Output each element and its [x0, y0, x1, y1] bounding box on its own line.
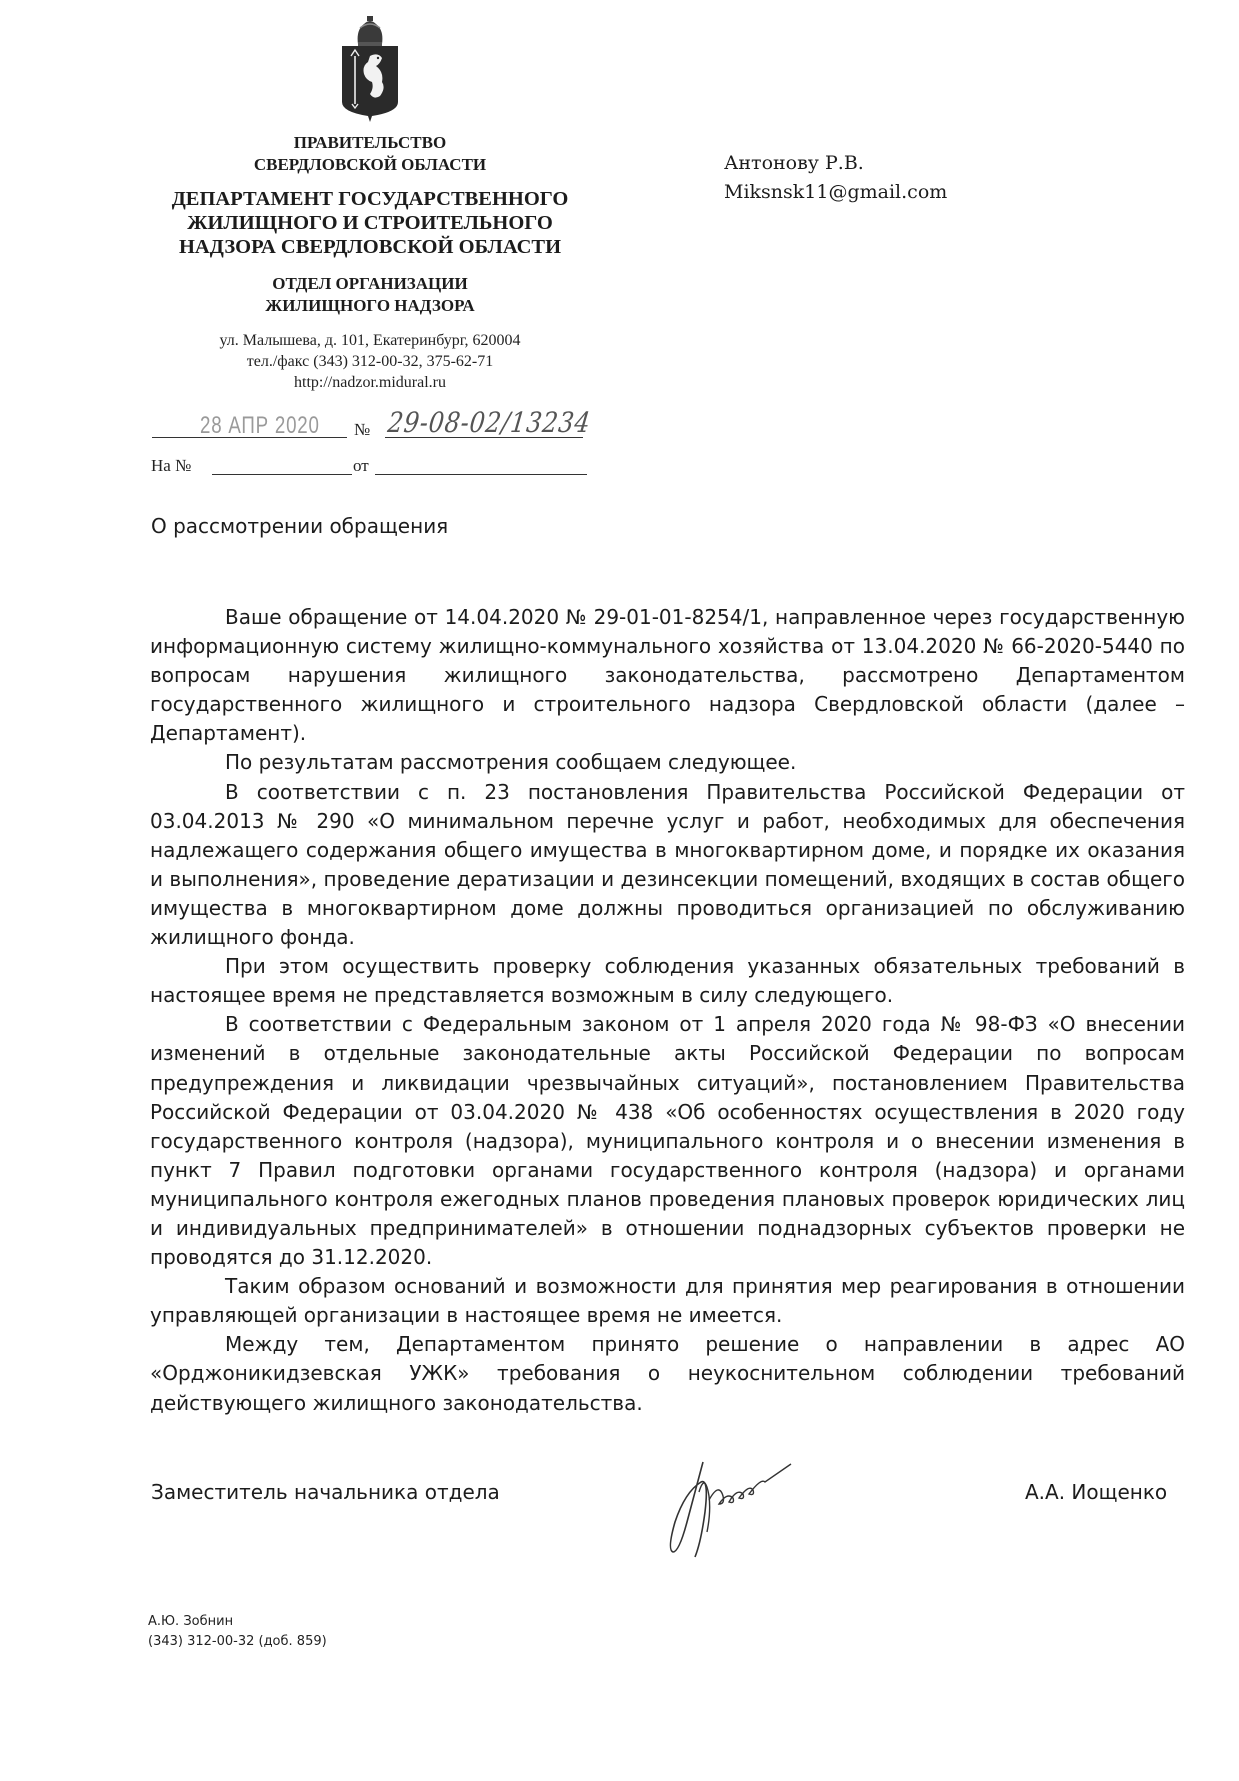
department-title	[150, 187, 590, 259]
reply-date-label: от	[353, 456, 369, 475]
executor-info	[148, 1612, 327, 1652]
reply-date-underline	[375, 474, 587, 475]
division-line-1: ОТДЕЛ ОРГАНИЗАЦИИ	[272, 274, 468, 293]
recipient-block	[724, 149, 947, 207]
website-link[interactable]: http://nadzor.midural.ru	[294, 374, 446, 391]
paragraph: В соответствии с Федеральным законом от 1 апреля 2020 года № 98-ФЗ «О внесении изменений в отдельные законодательные акты Российской Федерации по вопросам предупреждения и ликвидации чрезвычайных ситуаций», постановлением Правительства Российской Федерации от 03.04.2020 № 438 «Об особенностях осуществления в 2020 году государственного контроля (надзора), муниципального контроля и о внесении изменения в пункт 7 Правил подготовки органами государственного контроля (надзора) и органами муниципального контроля ежегодных планов проведения плановых проверок юридических лиц и индивидуальных предпринимателей» в отношении поднадзорных субъектов проверки не проводятся до 31.12.2020.	[150, 1012, 1185, 1270]
department-line-2: ЖИЛИЩНОГО И СТРОИТЕЛЬНОГО	[187, 212, 553, 234]
date-stamp: 28 АПР 2020	[200, 412, 320, 439]
recipient-email[interactable]: Miksnsk11@gmail.com	[724, 181, 948, 203]
paragraph: В соответствии с п. 23 постановления Правительства Российской Федерации от 03.04.2013 № 290 «О минимальном перечне услуг и работ, необходимых для обеспечения надлежащего содержания общего имущества в многоквартирном доме, и порядке их оказания и выполнения», проведение дератизации и дезинсекции помещений, входящих в состав общего имущества в многоквартирном доме должны проводиться организацией по обслуживанию жилищного фонда.	[150, 779, 1185, 950]
paragraph: Ваше обращение от 14.04.2020 № 29-01-01-8254/1, направленное через государственную информационную систему жилищно-коммунального хозяйства от 13.04.2020 № 66-2020-5440 по вопросам нарушения жилищного законодательства, рассмотрено Департаментом государственного жилищного и строительного надзора Свердловской области (далее – Департамент).	[150, 605, 1185, 746]
signatory-position: Заместитель начальника отдела	[151, 1480, 500, 1504]
coat-of-arms-icon	[338, 16, 402, 122]
government-title	[150, 132, 590, 176]
number-sign: №	[354, 420, 371, 439]
government-line-2: СВЕРДЛОВСКОЙ ОБЛАСТИ	[253, 155, 487, 174]
department-line-1: ДЕПАРТАМЕНТ ГОСУДАРСТВЕННОГО	[171, 188, 569, 210]
division-line-2: ЖИЛИЩНОГО НАДЗОРА	[265, 296, 475, 315]
reply-number-label: На №	[151, 456, 192, 475]
paragraph: По результатам рассмотрения сообщаем следующее.	[225, 750, 797, 775]
phone-fax: тел./факс (343) 312-00-32, 375-62-71	[246, 353, 494, 370]
paragraph: Между тем, Департаментом принято решение о направлении в адрес АО «Орджоникидзевская УЖК» требования о неукоснительном соблюдении требований действующего жилищного законодательства.	[150, 1332, 1185, 1415]
paragraph: При этом осуществить проверку соблюдения указанных обязательных требований в настоящее время не представляется возможным в силу следующего.	[150, 954, 1185, 1008]
handwritten-signature-icon	[665, 1452, 815, 1562]
recipient-name: Антонову Р.В.	[724, 152, 864, 174]
outgoing-number-handwritten: 29-08-02/13234	[386, 406, 593, 439]
paragraph: Таким образом оснований и возможности для принятия мер реагирования в отношении управляющей организации в настоящее время не имеется.	[150, 1274, 1185, 1328]
executor-name: А.Ю. Зобнин	[148, 1614, 234, 1629]
letter-subject: О рассмотрении обращения	[151, 514, 449, 538]
signatory-name: А.А. Иощенко	[1025, 1480, 1168, 1504]
reply-number-underline	[212, 474, 352, 475]
executor-phone: (343) 312-00-32 (доб. 859)	[148, 1634, 327, 1649]
government-line-1: ПРАВИТЕЛЬСТВО	[293, 133, 447, 152]
division-title	[150, 273, 590, 317]
department-line-3: НАДЗОРА СВЕРДЛОВСКОЙ ОБЛАСТИ	[178, 236, 562, 258]
address: ул. Малышева, д. 101, Екатеринбург, 620004	[219, 332, 521, 349]
letterhead-contacts	[150, 330, 590, 393]
letter-body	[150, 603, 1185, 1418]
